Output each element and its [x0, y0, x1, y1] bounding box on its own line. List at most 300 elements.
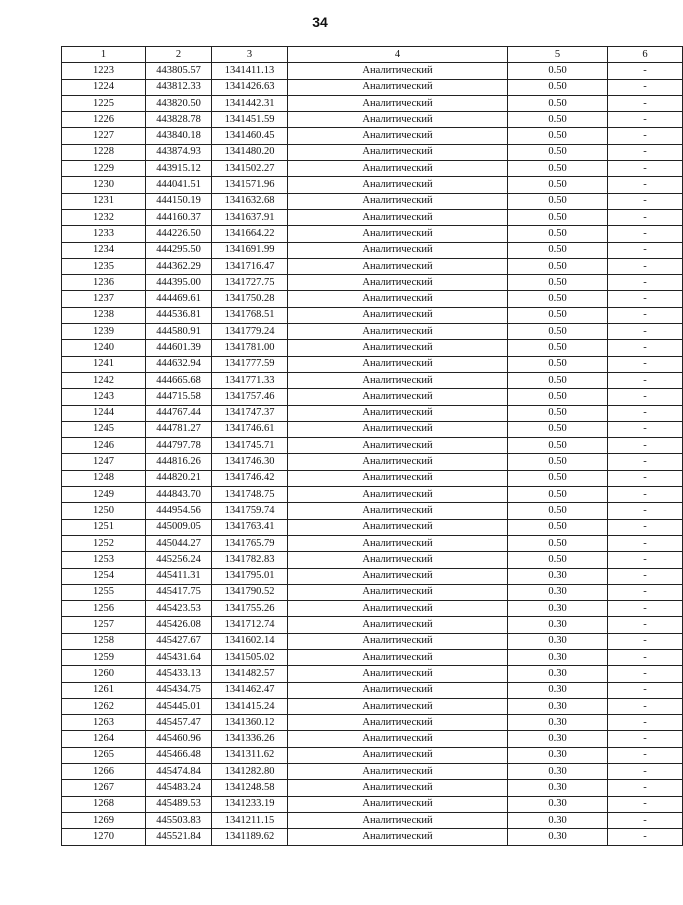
y-coordinate-cell: 1341795.01: [212, 568, 288, 584]
note-cell: -: [608, 519, 683, 535]
x-coordinate-cell: 445445.01: [146, 698, 212, 714]
y-coordinate-cell: 1341311.62: [212, 747, 288, 763]
y-coordinate-cell: 1341336.26: [212, 731, 288, 747]
accuracy-cell: 0.30: [508, 812, 608, 828]
x-coordinate-cell: 444715.58: [146, 389, 212, 405]
point-number-cell: 1229: [62, 161, 146, 177]
column-header-4: 4: [288, 47, 508, 63]
accuracy-cell: 0.30: [508, 633, 608, 649]
method-cell: Аналитический: [288, 275, 508, 291]
method-cell: Аналитический: [288, 519, 508, 535]
note-cell: -: [608, 698, 683, 714]
point-number-cell: 1240: [62, 340, 146, 356]
note-cell: -: [608, 764, 683, 780]
note-cell: -: [608, 95, 683, 111]
x-coordinate-cell: 445483.24: [146, 780, 212, 796]
note-cell: -: [608, 438, 683, 454]
x-coordinate-cell: 444469.61: [146, 291, 212, 307]
method-cell: Аналитический: [288, 438, 508, 454]
table-row: [62, 242, 683, 258]
point-number-cell: 1235: [62, 258, 146, 274]
table-row: [62, 649, 683, 665]
x-coordinate-cell: 445426.08: [146, 617, 212, 633]
x-coordinate-cell: 445474.84: [146, 764, 212, 780]
column-header-1: 1: [62, 47, 146, 63]
note-cell: -: [608, 291, 683, 307]
x-coordinate-cell: 444797.78: [146, 438, 212, 454]
note-cell: -: [608, 209, 683, 225]
method-cell: Аналитический: [288, 421, 508, 437]
point-number-cell: 1270: [62, 829, 146, 845]
table-row: [62, 584, 683, 600]
accuracy-cell: 0.50: [508, 405, 608, 421]
y-coordinate-cell: 1341746.42: [212, 470, 288, 486]
accuracy-cell: 0.30: [508, 649, 608, 665]
x-coordinate-cell: 444362.29: [146, 258, 212, 274]
header-row: [62, 47, 683, 63]
accuracy-cell: 0.50: [508, 552, 608, 568]
x-coordinate-cell: 444295.50: [146, 242, 212, 258]
point-number-cell: 1226: [62, 112, 146, 128]
point-number-cell: 1262: [62, 698, 146, 714]
table-row: [62, 275, 683, 291]
x-coordinate-cell: 445009.05: [146, 519, 212, 535]
accuracy-cell: 0.50: [508, 177, 608, 193]
table-row: [62, 715, 683, 731]
table-row: [62, 324, 683, 340]
point-number-cell: 1267: [62, 780, 146, 796]
method-cell: Аналитический: [288, 535, 508, 551]
method-cell: Аналитический: [288, 601, 508, 617]
table-body: [62, 63, 683, 845]
accuracy-cell: 0.50: [508, 112, 608, 128]
accuracy-cell: 0.50: [508, 438, 608, 454]
point-number-cell: 1246: [62, 438, 146, 454]
table-row: [62, 340, 683, 356]
column-header-3: 3: [212, 47, 288, 63]
x-coordinate-cell: 445521.84: [146, 829, 212, 845]
note-cell: -: [608, 633, 683, 649]
accuracy-cell: 0.30: [508, 764, 608, 780]
point-number-cell: 1232: [62, 209, 146, 225]
note-cell: -: [608, 682, 683, 698]
note-cell: -: [608, 568, 683, 584]
point-number-cell: 1228: [62, 144, 146, 160]
y-coordinate-cell: 1341211.15: [212, 812, 288, 828]
y-coordinate-cell: 1341664.22: [212, 226, 288, 242]
note-cell: -: [608, 389, 683, 405]
x-coordinate-cell: 444395.00: [146, 275, 212, 291]
accuracy-cell: 0.30: [508, 698, 608, 714]
y-coordinate-cell: 1341460.45: [212, 128, 288, 144]
point-number-cell: 1252: [62, 535, 146, 551]
point-number-cell: 1234: [62, 242, 146, 258]
y-coordinate-cell: 1341632.68: [212, 193, 288, 209]
accuracy-cell: 0.30: [508, 829, 608, 845]
y-coordinate-cell: 1341746.61: [212, 421, 288, 437]
method-cell: Аналитический: [288, 291, 508, 307]
method-cell: Аналитический: [288, 177, 508, 193]
method-cell: Аналитический: [288, 747, 508, 763]
y-coordinate-cell: 1341189.62: [212, 829, 288, 845]
x-coordinate-cell: 444601.39: [146, 340, 212, 356]
x-coordinate-cell: 445411.31: [146, 568, 212, 584]
point-number-cell: 1248: [62, 470, 146, 486]
y-coordinate-cell: 1341637.91: [212, 209, 288, 225]
note-cell: -: [608, 503, 683, 519]
x-coordinate-cell: 445466.48: [146, 747, 212, 763]
table-row: [62, 617, 683, 633]
method-cell: Аналитический: [288, 487, 508, 503]
note-cell: -: [608, 112, 683, 128]
accuracy-cell: 0.30: [508, 747, 608, 763]
method-cell: Аналитический: [288, 829, 508, 845]
y-coordinate-cell: 1341442.31: [212, 95, 288, 111]
table-row: [62, 454, 683, 470]
note-cell: -: [608, 487, 683, 503]
method-cell: Аналитический: [288, 698, 508, 714]
point-number-cell: 1238: [62, 307, 146, 323]
table-row: [62, 356, 683, 372]
x-coordinate-cell: 443828.78: [146, 112, 212, 128]
accuracy-cell: 0.30: [508, 731, 608, 747]
accuracy-cell: 0.30: [508, 584, 608, 600]
accuracy-cell: 0.50: [508, 242, 608, 258]
table-row: [62, 161, 683, 177]
y-coordinate-cell: 1341779.24: [212, 324, 288, 340]
point-number-cell: 1237: [62, 291, 146, 307]
accuracy-cell: 0.50: [508, 193, 608, 209]
point-number-cell: 1239: [62, 324, 146, 340]
method-cell: Аналитический: [288, 812, 508, 828]
note-cell: -: [608, 649, 683, 665]
point-number-cell: 1242: [62, 372, 146, 388]
method-cell: Аналитический: [288, 715, 508, 731]
table-row: [62, 209, 683, 225]
point-number-cell: 1260: [62, 666, 146, 682]
table-row: [62, 438, 683, 454]
accuracy-cell: 0.50: [508, 258, 608, 274]
table-row: [62, 552, 683, 568]
table-row: [62, 79, 683, 95]
y-coordinate-cell: 1341415.24: [212, 698, 288, 714]
y-coordinate-cell: 1341602.14: [212, 633, 288, 649]
x-coordinate-cell: 445503.83: [146, 812, 212, 828]
method-cell: Аналитический: [288, 568, 508, 584]
column-header-6: 6: [608, 47, 683, 63]
point-number-cell: 1255: [62, 584, 146, 600]
x-coordinate-cell: 445423.53: [146, 601, 212, 617]
accuracy-cell: 0.50: [508, 421, 608, 437]
table-row: [62, 519, 683, 535]
accuracy-cell: 0.50: [508, 535, 608, 551]
method-cell: Аналитический: [288, 470, 508, 486]
table-header: [62, 47, 683, 63]
y-coordinate-cell: 1341426.63: [212, 79, 288, 95]
point-number-cell: 1263: [62, 715, 146, 731]
accuracy-cell: 0.30: [508, 682, 608, 698]
x-coordinate-cell: 443874.93: [146, 144, 212, 160]
point-number-cell: 1241: [62, 356, 146, 372]
note-cell: -: [608, 372, 683, 388]
y-coordinate-cell: 1341727.75: [212, 275, 288, 291]
method-cell: Аналитический: [288, 617, 508, 633]
y-coordinate-cell: 1341482.57: [212, 666, 288, 682]
accuracy-cell: 0.50: [508, 470, 608, 486]
x-coordinate-cell: 444150.19: [146, 193, 212, 209]
point-number-cell: 1265: [62, 747, 146, 763]
accuracy-cell: 0.50: [508, 324, 608, 340]
table-row: [62, 747, 683, 763]
method-cell: Аналитический: [288, 226, 508, 242]
page-number: 34: [312, 14, 328, 30]
y-coordinate-cell: 1341716.47: [212, 258, 288, 274]
note-cell: -: [608, 421, 683, 437]
point-number-cell: 1250: [62, 503, 146, 519]
method-cell: Аналитический: [288, 405, 508, 421]
y-coordinate-cell: 1341790.52: [212, 584, 288, 600]
y-coordinate-cell: 1341233.19: [212, 796, 288, 812]
method-cell: Аналитический: [288, 258, 508, 274]
accuracy-cell: 0.30: [508, 601, 608, 617]
method-cell: Аналитический: [288, 193, 508, 209]
table-row: [62, 177, 683, 193]
accuracy-cell: 0.50: [508, 79, 608, 95]
x-coordinate-cell: 444632.94: [146, 356, 212, 372]
x-coordinate-cell: 445460.96: [146, 731, 212, 747]
method-cell: Аналитический: [288, 372, 508, 388]
note-cell: -: [608, 780, 683, 796]
point-number-cell: 1251: [62, 519, 146, 535]
x-coordinate-cell: 444160.37: [146, 209, 212, 225]
x-coordinate-cell: 444820.21: [146, 470, 212, 486]
method-cell: Аналитический: [288, 307, 508, 323]
y-coordinate-cell: 1341745.71: [212, 438, 288, 454]
point-number-cell: 1257: [62, 617, 146, 633]
coordinates-table: [61, 46, 683, 846]
point-number-cell: 1268: [62, 796, 146, 812]
point-number-cell: 1254: [62, 568, 146, 584]
accuracy-cell: 0.50: [508, 95, 608, 111]
y-coordinate-cell: 1341755.26: [212, 601, 288, 617]
method-cell: Аналитический: [288, 454, 508, 470]
point-number-cell: 1227: [62, 128, 146, 144]
table-row: [62, 682, 683, 698]
y-coordinate-cell: 1341763.41: [212, 519, 288, 535]
table-row: [62, 812, 683, 828]
point-number-cell: 1247: [62, 454, 146, 470]
accuracy-cell: 0.50: [508, 503, 608, 519]
method-cell: Аналитический: [288, 242, 508, 258]
accuracy-cell: 0.50: [508, 275, 608, 291]
table-row: [62, 258, 683, 274]
note-cell: -: [608, 161, 683, 177]
accuracy-cell: 0.50: [508, 340, 608, 356]
y-coordinate-cell: 1341781.00: [212, 340, 288, 356]
column-header-5: 5: [508, 47, 608, 63]
method-cell: Аналитический: [288, 682, 508, 698]
accuracy-cell: 0.30: [508, 796, 608, 812]
point-number-cell: 1236: [62, 275, 146, 291]
x-coordinate-cell: 445044.27: [146, 535, 212, 551]
y-coordinate-cell: 1341748.75: [212, 487, 288, 503]
accuracy-cell: 0.50: [508, 161, 608, 177]
x-coordinate-cell: 444665.68: [146, 372, 212, 388]
accuracy-cell: 0.50: [508, 226, 608, 242]
y-coordinate-cell: 1341462.47: [212, 682, 288, 698]
method-cell: Аналитический: [288, 649, 508, 665]
table-row: [62, 95, 683, 111]
method-cell: Аналитический: [288, 79, 508, 95]
note-cell: -: [608, 258, 683, 274]
point-number-cell: 1243: [62, 389, 146, 405]
method-cell: Аналитический: [288, 552, 508, 568]
point-number-cell: 1245: [62, 421, 146, 437]
note-cell: -: [608, 242, 683, 258]
y-coordinate-cell: 1341451.59: [212, 112, 288, 128]
note-cell: -: [608, 79, 683, 95]
accuracy-cell: 0.30: [508, 568, 608, 584]
table-row: [62, 193, 683, 209]
y-coordinate-cell: 1341746.30: [212, 454, 288, 470]
note-cell: -: [608, 812, 683, 828]
x-coordinate-cell: 445256.24: [146, 552, 212, 568]
note-cell: -: [608, 356, 683, 372]
method-cell: Аналитический: [288, 356, 508, 372]
accuracy-cell: 0.50: [508, 144, 608, 160]
y-coordinate-cell: 1341505.02: [212, 649, 288, 665]
table-row: [62, 405, 683, 421]
method-cell: Аналитический: [288, 161, 508, 177]
x-coordinate-cell: 444781.27: [146, 421, 212, 437]
point-number-cell: 1259: [62, 649, 146, 665]
table-row: [62, 421, 683, 437]
x-coordinate-cell: 443812.33: [146, 79, 212, 95]
method-cell: Аналитический: [288, 128, 508, 144]
point-number-cell: 1244: [62, 405, 146, 421]
accuracy-cell: 0.50: [508, 63, 608, 79]
x-coordinate-cell: 443915.12: [146, 161, 212, 177]
x-coordinate-cell: 444041.51: [146, 177, 212, 193]
y-coordinate-cell: 1341750.28: [212, 291, 288, 307]
note-cell: -: [608, 405, 683, 421]
table-row: [62, 372, 683, 388]
point-number-cell: 1269: [62, 812, 146, 828]
table-row: [62, 829, 683, 845]
note-cell: -: [608, 193, 683, 209]
table-row: [62, 666, 683, 682]
note-cell: -: [608, 601, 683, 617]
accuracy-cell: 0.50: [508, 307, 608, 323]
note-cell: -: [608, 617, 683, 633]
table-row: [62, 389, 683, 405]
point-number-cell: 1223: [62, 63, 146, 79]
note-cell: -: [608, 796, 683, 812]
note-cell: -: [608, 454, 683, 470]
accuracy-cell: 0.50: [508, 454, 608, 470]
y-coordinate-cell: 1341411.13: [212, 63, 288, 79]
note-cell: -: [608, 63, 683, 79]
point-number-cell: 1253: [62, 552, 146, 568]
table-row: [62, 535, 683, 551]
table-row: [62, 503, 683, 519]
point-number-cell: 1230: [62, 177, 146, 193]
method-cell: Аналитический: [288, 63, 508, 79]
point-number-cell: 1261: [62, 682, 146, 698]
x-coordinate-cell: 444580.91: [146, 324, 212, 340]
method-cell: Аналитический: [288, 764, 508, 780]
note-cell: -: [608, 144, 683, 160]
table-row: [62, 731, 683, 747]
point-number-cell: 1224: [62, 79, 146, 95]
method-cell: Аналитический: [288, 340, 508, 356]
y-coordinate-cell: 1341768.51: [212, 307, 288, 323]
method-cell: Аналитический: [288, 731, 508, 747]
accuracy-cell: 0.50: [508, 128, 608, 144]
y-coordinate-cell: 1341765.79: [212, 535, 288, 551]
y-coordinate-cell: 1341757.46: [212, 389, 288, 405]
note-cell: -: [608, 535, 683, 551]
point-number-cell: 1231: [62, 193, 146, 209]
accuracy-cell: 0.50: [508, 291, 608, 307]
y-coordinate-cell: 1341712.74: [212, 617, 288, 633]
note-cell: -: [608, 324, 683, 340]
y-coordinate-cell: 1341759.74: [212, 503, 288, 519]
table-row: [62, 128, 683, 144]
table-row: [62, 226, 683, 242]
note-cell: -: [608, 128, 683, 144]
table-row: [62, 601, 683, 617]
note-cell: -: [608, 829, 683, 845]
point-number-cell: 1233: [62, 226, 146, 242]
column-header-2: 2: [146, 47, 212, 63]
y-coordinate-cell: 1341777.59: [212, 356, 288, 372]
table-row: [62, 112, 683, 128]
note-cell: -: [608, 552, 683, 568]
method-cell: Аналитический: [288, 666, 508, 682]
accuracy-cell: 0.30: [508, 666, 608, 682]
table-row: [62, 568, 683, 584]
point-number-cell: 1225: [62, 95, 146, 111]
note-cell: -: [608, 715, 683, 731]
x-coordinate-cell: 443805.57: [146, 63, 212, 79]
method-cell: Аналитический: [288, 503, 508, 519]
method-cell: Аналитический: [288, 112, 508, 128]
x-coordinate-cell: 445433.13: [146, 666, 212, 682]
accuracy-cell: 0.50: [508, 389, 608, 405]
method-cell: Аналитический: [288, 796, 508, 812]
method-cell: Аналитический: [288, 324, 508, 340]
y-coordinate-cell: 1341747.37: [212, 405, 288, 421]
x-coordinate-cell: 443840.18: [146, 128, 212, 144]
table-row: [62, 487, 683, 503]
table-row: [62, 144, 683, 160]
x-coordinate-cell: 445457.47: [146, 715, 212, 731]
note-cell: -: [608, 584, 683, 600]
note-cell: -: [608, 275, 683, 291]
x-coordinate-cell: 445417.75: [146, 584, 212, 600]
y-coordinate-cell: 1341771.33: [212, 372, 288, 388]
accuracy-cell: 0.30: [508, 617, 608, 633]
note-cell: -: [608, 177, 683, 193]
y-coordinate-cell: 1341571.96: [212, 177, 288, 193]
x-coordinate-cell: 443820.50: [146, 95, 212, 111]
method-cell: Аналитический: [288, 209, 508, 225]
x-coordinate-cell: 444816.26: [146, 454, 212, 470]
y-coordinate-cell: 1341480.20: [212, 144, 288, 160]
note-cell: -: [608, 470, 683, 486]
x-coordinate-cell: 444767.44: [146, 405, 212, 421]
